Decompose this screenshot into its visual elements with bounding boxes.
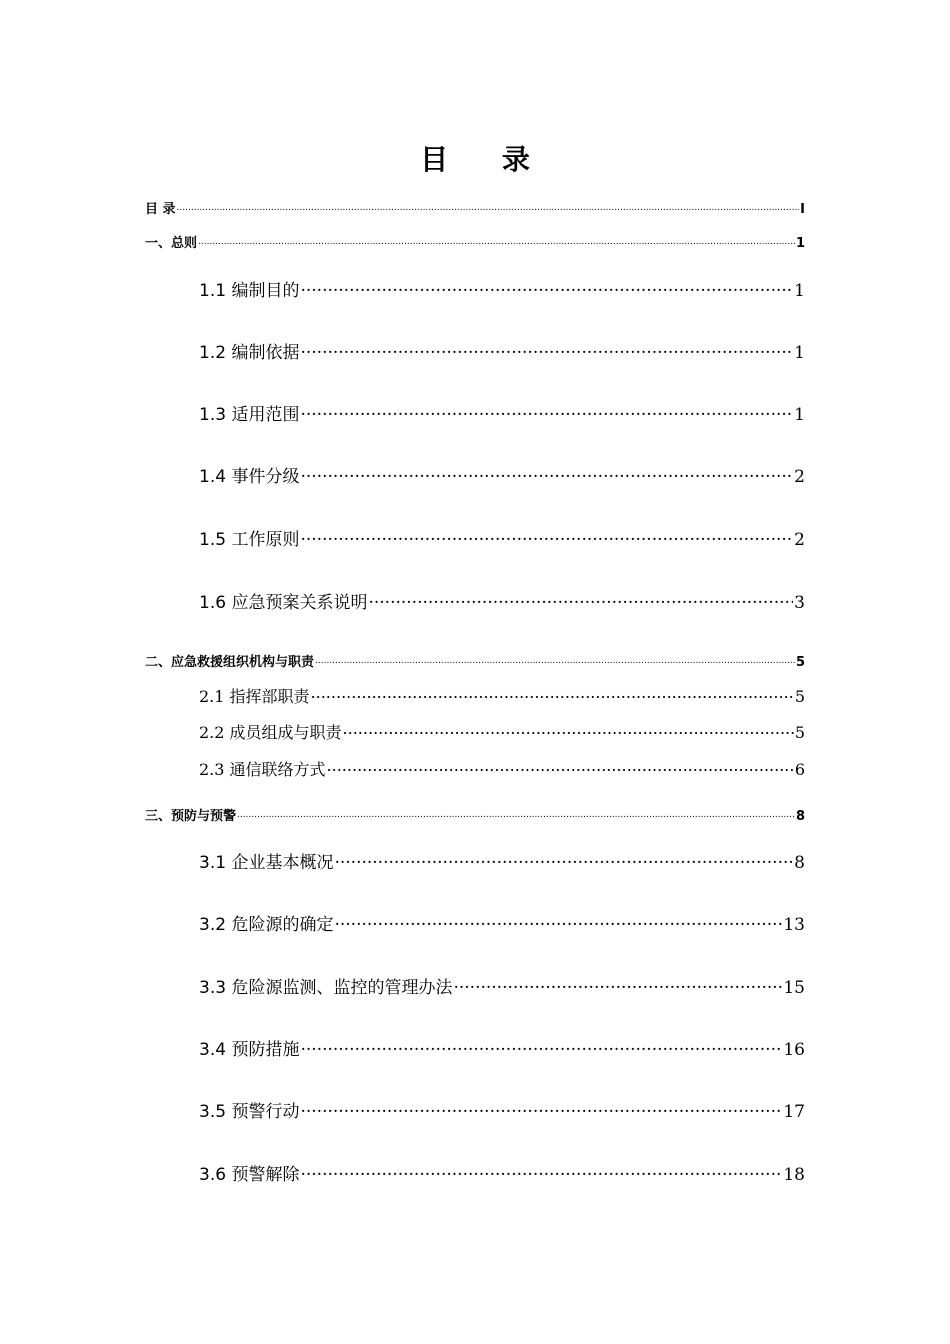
toc-entry-label: 目 录 xyxy=(145,202,176,217)
toc-entry-text: 危险源的确定 xyxy=(231,915,334,935)
toc-page-number: 8 xyxy=(794,853,805,873)
leader-dots xyxy=(343,723,794,738)
toc-entry-text: 预警解除 xyxy=(231,1165,300,1185)
toc-entry-3-5[interactable] xyxy=(199,1097,805,1122)
toc-entry-number: 1.3 xyxy=(199,405,232,425)
leader-dots xyxy=(300,404,793,420)
toc-page-number: 5 xyxy=(795,655,805,670)
toc-page-number: 5 xyxy=(794,723,805,742)
toc-entry-chapter-1[interactable] xyxy=(145,232,805,251)
toc-page-number: 13 xyxy=(783,915,805,935)
leader-dots xyxy=(368,592,793,608)
toc-entry-text: 编制目的 xyxy=(231,281,300,301)
toc-entry-text: 事件分级 xyxy=(231,467,300,487)
toc-entry-text: 危险源监测、监控的管理办法 xyxy=(231,978,453,998)
toc-entry-number: 1.1 xyxy=(199,281,232,301)
toc-entry-text: 预防措施 xyxy=(231,1040,300,1060)
toc-page-number: 16 xyxy=(783,1040,805,1060)
toc-entry-1-1[interactable] xyxy=(199,276,805,301)
toc-entry-label: 二、应急救援组织机构与职责 xyxy=(145,655,315,670)
toc-entry-text: 工作原则 xyxy=(231,530,300,550)
toc-entry-number: 1.5 xyxy=(199,530,232,550)
toc-entry-number: 3.3 xyxy=(199,978,232,998)
toc-entry-number: 1.4 xyxy=(199,467,232,487)
toc-entry-number: 1.6 xyxy=(199,593,232,613)
toc-entry-1-2[interactable] xyxy=(199,338,805,363)
toc-entry-label: 一、总则 xyxy=(145,236,198,251)
toc-entry-label: 2.1 指挥部职责 xyxy=(199,687,310,706)
toc-page-number: I xyxy=(800,202,805,217)
toc-page-number: 1 xyxy=(795,236,805,251)
toc-entry-3-6[interactable] xyxy=(199,1160,805,1185)
toc-page-number: 1 xyxy=(794,343,805,363)
toc-entry-chapter-3[interactable] xyxy=(145,805,805,824)
toc-entry-chapter-2[interactable] xyxy=(145,651,805,670)
page-title: 目 录 xyxy=(420,143,552,176)
toc-page-number: 5 xyxy=(794,687,805,706)
toc-page-number: 17 xyxy=(783,1102,805,1122)
toc-entry-text: 应急预案关系说明 xyxy=(231,593,368,613)
leader-dots xyxy=(177,201,800,213)
leader-dots xyxy=(334,914,782,930)
toc-page-number: 2 xyxy=(794,530,805,550)
toc-page-number: 8 xyxy=(795,809,805,824)
toc-page-number: 1 xyxy=(794,405,805,425)
toc-page-number: 3 xyxy=(794,593,805,613)
toc-entry-text: 预警行动 xyxy=(231,1102,300,1122)
toc-page-number: 6 xyxy=(794,760,805,779)
toc-entry-number: 3.6 xyxy=(199,1165,232,1185)
leader-dots xyxy=(311,687,794,702)
leader-dots xyxy=(300,342,793,358)
leader-dots xyxy=(315,654,795,666)
toc-entry-2-2[interactable] xyxy=(199,720,805,743)
toc-entry-number: 3.2 xyxy=(199,915,232,935)
toc-entry-contents[interactable] xyxy=(145,198,805,217)
toc-entry-1-6[interactable] xyxy=(199,588,805,613)
leader-dots xyxy=(300,529,793,545)
leader-dots xyxy=(453,977,782,993)
leader-dots xyxy=(300,1039,782,1055)
toc-entry-label: 三、预防与预警 xyxy=(145,809,237,824)
toc-entry-3-1[interactable] xyxy=(199,848,805,873)
leader-dots xyxy=(300,280,793,296)
toc-page-number: 2 xyxy=(794,467,805,487)
toc-entry-number: 3.1 xyxy=(199,853,232,873)
toc-entry-3-4[interactable] xyxy=(199,1035,805,1060)
leader-dots xyxy=(300,1101,782,1117)
leader-dots xyxy=(237,808,795,820)
toc-entry-label: 2.2 成员组成与职责 xyxy=(199,723,342,742)
toc-entry-1-5[interactable] xyxy=(199,525,805,550)
toc-entry-number: 3.4 xyxy=(199,1040,232,1060)
toc-entry-3-3[interactable] xyxy=(199,973,805,998)
toc-page-number: 1 xyxy=(794,281,805,301)
leader-dots xyxy=(198,235,795,247)
toc-entry-3-2[interactable] xyxy=(199,910,805,935)
toc-entry-number: 3.5 xyxy=(199,1102,232,1122)
toc-entry-1-3[interactable] xyxy=(199,400,805,425)
toc-entry-number: 1.2 xyxy=(199,343,232,363)
toc-entry-2-3[interactable] xyxy=(199,757,805,780)
toc-entry-text: 适用范围 xyxy=(231,405,300,425)
toc-entry-1-4[interactable] xyxy=(199,462,805,487)
leader-dots xyxy=(300,1164,782,1180)
toc-entry-label: 2.3 通信联络方式 xyxy=(199,760,326,779)
leader-dots xyxy=(327,760,794,775)
toc-page-number: 15 xyxy=(783,978,805,998)
toc-entry-2-1[interactable] xyxy=(199,684,805,707)
toc-page-number: 18 xyxy=(783,1165,805,1185)
leader-dots xyxy=(300,466,793,482)
leader-dots xyxy=(334,852,793,868)
toc-entry-text: 编制依据 xyxy=(231,343,300,363)
toc-entry-text: 企业基本概况 xyxy=(231,853,334,873)
